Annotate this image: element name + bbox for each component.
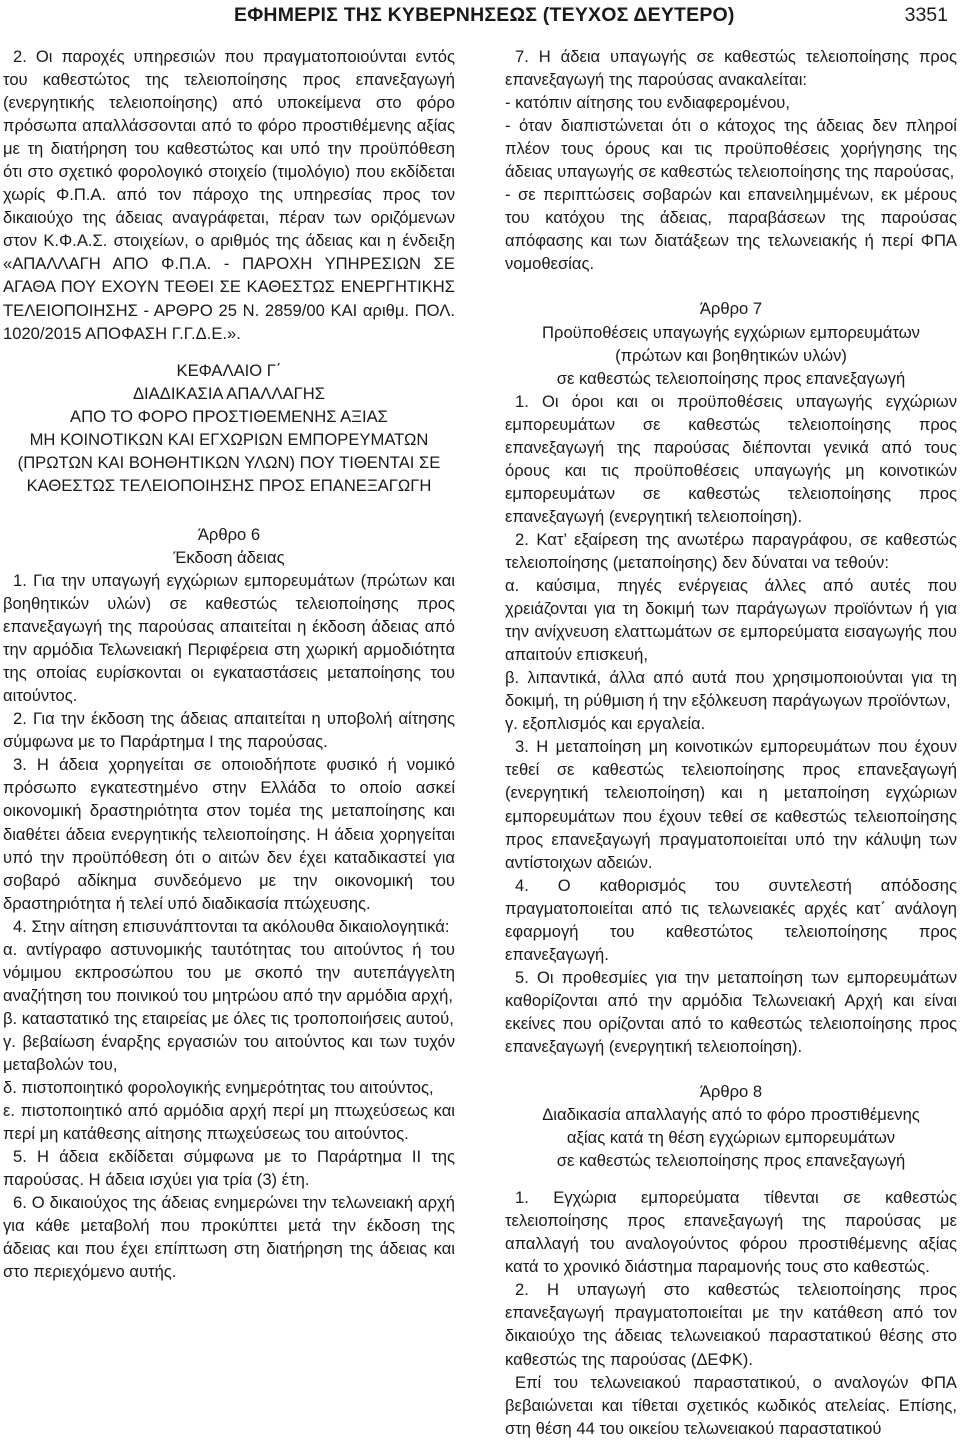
article-6-item-b: β. καταστατικό της εταιρείας με όλες τις τροποποιήσεις αυτού, — [3, 1008, 454, 1028]
page-number: 3351 — [904, 4, 948, 26]
article-6-paragraph-5: 5. Η άδεια εκδίδεται σύμφωνα με το Παράρτημα ΙΙ της παρούσας. Η άδεια ισχύει για τρία (3) έτη. — [3, 1147, 455, 1190]
page-header — [0, 0, 960, 36]
article-6-item-a: α. αντίγραφο αστυνομικής ταυτότητας του αιτούντος ή του νόμιμου εκπροσώπου του με σκοπό την αυτεπάγγελτη αναζήτηση του ποινικού του μητρώου από την αρμόδια αρχή, — [3, 939, 455, 1005]
chapter-title-line: ΔΙΑΔΙΚΑΣΙΑ ΑΠΑΛΛΑΓΗΣ — [132, 383, 326, 403]
right-column — [505, 45, 957, 1440]
article-7-item-a: α. καύσιμα, πηγές ενέργειας άλλες από αυτές που χρειάζονται για τη δοκιμή των παράγωγων προϊόντων ή για την ανίχνευση ελαττωμάτων σε εμπορεύματα εισαγωγής που απαιτούν επισκευή, — [505, 576, 957, 665]
article-7-paragraph-4: 4. Ο καθορισμός του συντελεστή απόδοσης πραγματοποιείται από τις τελωνειακές αρχές κατ΄ ανάλογη εφαρμογή του καθεστώτος τελειοποίησης προς επανεξαγωγή. — [505, 875, 957, 964]
chapter-title-line: ΚΑΘΕΣΤΩΣ ΤΕΛΕΙΟΠΟΙΗΣΗΣ ΠΡΟΣ ΕΠΑΝΕΞΑΓΩΓΗ — [26, 475, 432, 495]
gazette-title: ΕΦΗΜΕΡΙΣ ΤΗΣ ΚΥΒΕΡΝΗΣΕΩΣ (ΤΕΥΧΟΣ ΔΕΥΤΕΡΟ) — [234, 4, 735, 26]
article-7-paragraph-5: 5. Οι προθεσμίες για την μεταποίηση των εμπορευμάτων καθορίζονται από την αρμόδια Τελωνειακή Αρχή και είναι εκείνες που ορίζονται από το καθεστώς τελειοποίησης προς επανεξαγωγή (ενεργητική τελειοποίηση). — [505, 967, 957, 1056]
article-6-title: Έκδοση άδειας — [173, 547, 285, 567]
revocation-item-1: - κατόπιν αίτησης του ενδιαφερομένου, — [505, 93, 790, 113]
article-7-item-c: γ. εξοπλισμός και εργαλεία. — [505, 714, 706, 734]
article-7-item-b: β. λιπαντικά, άλλα από αυτά που χρησιμοποιούνται για τη δοκιμή, τη ρύθμιση ή την εξόλκευση παράγωγων προϊόντων, — [505, 668, 957, 711]
article-8-paragraph-1: 1. Εγχώρια εμπορεύματα τίθενται σε καθεστώς τελειοποίησης προς επανεξαγωγή της παρούσας με απαλλαγή του αναλογούντος φόρου προστιθέμενης αξίας κατά το χρονικό διάστημα παραμονής τους στο καθεστώς. — [505, 1188, 957, 1277]
revocation-item-2: - όταν διαπιστώνεται ότι ο κάτοχος της άδειας δεν πληροί πλέον τους όρους και τις προϋποθέσεις χορήγησης της άδειας υπαγωγής σε καθεστώς τελειοποίησης της παρούσας, — [505, 116, 957, 182]
article-6-paragraph-1: 1. Για την υπαγωγή εγχώριων εμπορευμάτων (πρώτων και βοηθητικών υλών) σε καθεστώς τελειοποίησης προς επανεξαγωγή της παρούσας απαιτείται η έκδοση άδειας από την αρμόδια Τελωνειακή Περιφέρεια στη χωρική αρμοδιότητα της οποίας ευρίσκονται οι εγκαταστάσεις μεταποίησης του αιτούντος. — [3, 570, 455, 706]
article-8-title-line: σε καθεστώς τελειοποίησης προς επανεξαγωγή — [556, 1151, 906, 1171]
article-6-paragraph-6: 6. Ο δικαιούχος της άδειας ενημερώνει την τελωνειακή αρχή για κάθε μεταβολή που προκύπτει μετά την έκδοση της άδειας και που έχει επίπτωση στη διατήρηση της άδειας και στο περιεχόμενο αυτής. — [3, 1193, 455, 1282]
article-7-heading: Άρθρο 7 — [699, 299, 763, 319]
article-6-item-d: δ. πιστοποιητικό φορολογικής ενημερότητας του αιτούντος, — [3, 1078, 434, 1098]
article-8-title-line: αξίας κατά τη θέση εγχώριων εμπορευμάτων — [566, 1128, 896, 1148]
chapter-title-line: ΜΗ ΚΟΙΝΟΤΙΚΩΝ ΚΑΙ ΕΓΧΩΡΙΩΝ ΕΜΠΟΡΕΥΜΑΤΩΝ — [29, 429, 429, 449]
article-7-title-line: Προϋποθέσεις υπαγωγής εγχώριων εμπορευμάτων — [542, 322, 920, 342]
revocation-item-3: - σε περιπτώσεις σοβαρών και επανειλημμένων, εκ μέρους του κατόχου της άδειας, παραβάσεων της παρούσας απόφασης και των διατάξεων της τελωνειακής ή περί ΦΠΑ νομοθεσίας. — [505, 185, 957, 274]
chapter-number: ΚΕΦΑΛΑΙΟ Γ΄ — [176, 360, 282, 380]
article-6-paragraph-7: 7. Η άδεια υπαγωγής σε καθεστώς τελειοποίησης προς επανεξαγωγή της παρούσας ανακαλείται: — [505, 47, 957, 90]
article-6-paragraph-2: 2. Για την έκδοση της άδειας απαιτείται η υποβολή αίτησης σύμφωνα με το Παράρτημα Ι της παρούσας. — [3, 709, 455, 752]
article-6-item-c: γ. βεβαίωση έναρξης εργασιών του αιτούντος και των τυχόν μεταβολών του, — [3, 1031, 455, 1074]
article-7-paragraph-1: 1. Οι όροι και οι προϋποθέσεις υπαγωγής εγχώριων εμπορευμάτων σε καθεστώς τελειοποίησης προς επανεξαγωγή της παρούσας διέπονται γενικά από τους όρους και τις προϋποθέσεις υπαγωγής μη κοινοτικών εμπορευμάτων σε καθεστώς τελειοποίησης προς επανεξαγωγή (ενεργητική τελειοποίηση). — [505, 391, 957, 526]
article-6-item-e: ε. πιστοποιητικό από αρμόδια αρχή περί μη πτωχεύσεως και περί μη κατάθεσης αίτησης πτωχεύσεως του αιτούντος. — [3, 1101, 455, 1144]
left-column — [3, 45, 455, 1283]
article-8-title-line: Διαδικασία απαλλαγής από το φόρο προστιθέμενης — [542, 1105, 920, 1125]
paragraph-2-services: 2. Οι παροχές υπηρεσιών που πραγματοποιούνται εντός του καθεστώτος της τελειοποίησης προς επανεξαγωγή (ενεργητικής τελειοποίησης) από υποκείμενα στο φόρο πρόσωπα απαλλάσσονται από το φόρο προστιθέμενης αξίας με τη διατήρηση του καθεστώτος και υπό την προϋπόθεση ότι στο σχετικό φορολογικό στοιχείο (τιμολόγιο) που εκδίδεται χωρίς Φ.Π.Α. από τον πάροχο της υπηρεσίας προς τον δικαιούχο της άδειας αναγράφεται, πέραν των οριζόμενων στον Κ.Φ.Α.Σ. στοιχείων, ο αριθμός της άδειας και η ένδειξη «ΑΠΑΛΛΑΓΗ ΑΠΟ Φ.Π.Α. - ΠΑΡΟΧΗ ΥΠΗΡΕΣΙΩΝ ΣΕ ΑΓΑΘΑ ΠΟΥ ΕΧΟΥΝ ΤΕΘΕΙ ΣΕ ΚΑΘΕΣΤΩΣ ΕΝΕΡΓΗΤΙΚΗΣ ΤΕΛΕΙΟΠΟΙΗΣΗΣ - ΑΡΘΡΟ 25 Ν. 2859/00 ΚΑΙ αριθμ. ΠΟΛ. 1020/2015 ΑΠΟΦΑΣΗ Γ.Γ.Δ.Ε.». — [3, 47, 455, 343]
article-7-paragraph-2: 2. Κατ’ εξαίρεση της ανωτέρω παραγράφου, σε καθεστώς τελειοποίησης (μεταποίησης) δεν δύναται να τεθούν: — [505, 529, 957, 572]
article-8-heading: Άρθρο 8 — [699, 1082, 763, 1102]
article-8-paragraph-2: 2. Η υπαγωγή στο καθεστώς τελειοποίησης προς επανεξαγωγή πραγματοποιείται με την κατάθεση από τον δικαιούχο της άδειας τελωνειακού παραστατικού θέσης στο καθεστώς της παρούσας (ΔΕΦΚ). — [505, 1280, 957, 1369]
chapter-title-line: ΑΠΟ ΤΟ ΦΟΡΟ ΠΡΟΣΤΙΘΕΜΕΝΗΣ ΑΞΙΑΣ — [70, 406, 388, 426]
article-6-paragraph-3: 3. Η άδεια χορηγείται σε οποιοδήποτε φυσικό ή νομικό πρόσωπο εγκατεστημένο στην Ελλάδα το οποίο ασκεί οικονομική δραστηριότητα στον τομέα της μεταποίησης και διαθέτει άδεια ενεργητικής τελειοποίησης. Η άδεια χορηγείται υπό την προϋπόθεση ότι ο αιτών δεν έχει καταδικαστεί για σοβαρό αδίκημα συνδεόμενο με την οικονομική του δραστηριότητα ή τελεί υπό διαδικασία πτώχευσης. — [3, 755, 455, 913]
article-8-paragraph-3: Επί του τελωνειακού παραστατικού, ο αναλογών ΦΠΑ βεβαιώνεται και τίθεται σχετικός κωδικός ατελείας. Επίσης, στη θέση 44 του οικείου τελωνειακού παραστατικού — [505, 1372, 957, 1438]
article-6-paragraph-4: 4. Στην αίτηση επισυνάπτονται τα ακόλουθα δικαιολογητικά: — [13, 916, 450, 936]
article-7-title-line: (πρώτων και βοηθητικών υλών) — [615, 345, 847, 365]
article-6-heading: Άρθρο 6 — [197, 524, 261, 544]
article-7-paragraph-3: 3. Η μεταποίηση μη κοινοτικών εμπορευμάτων που έχουν τεθεί σε καθεστώς τελειοποίησης προς επανεξαγωγή (ενεργητική τελειοποίηση) και η μεταποίηση εγχώριων εμπορευμάτων που έχουν τεθεί σε καθεστώς τελειοποίησης προς επανεξαγωγή πραγματοποιείται υπό την κάλυψη των αντίστοιχων αδειών. — [505, 737, 957, 872]
chapter-title-line: (ΠΡΩΤΩΝ ΚΑΙ ΒΟΗΘΗΤΙΚΩΝ ΥΛΩΝ) ΠΟΥ ΤΙΘΕΝΤΑΙ ΣΕ — [17, 452, 441, 472]
article-7-title-line: σε καθεστώς τελειοποίησης προς επανεξαγωγή — [556, 368, 906, 388]
